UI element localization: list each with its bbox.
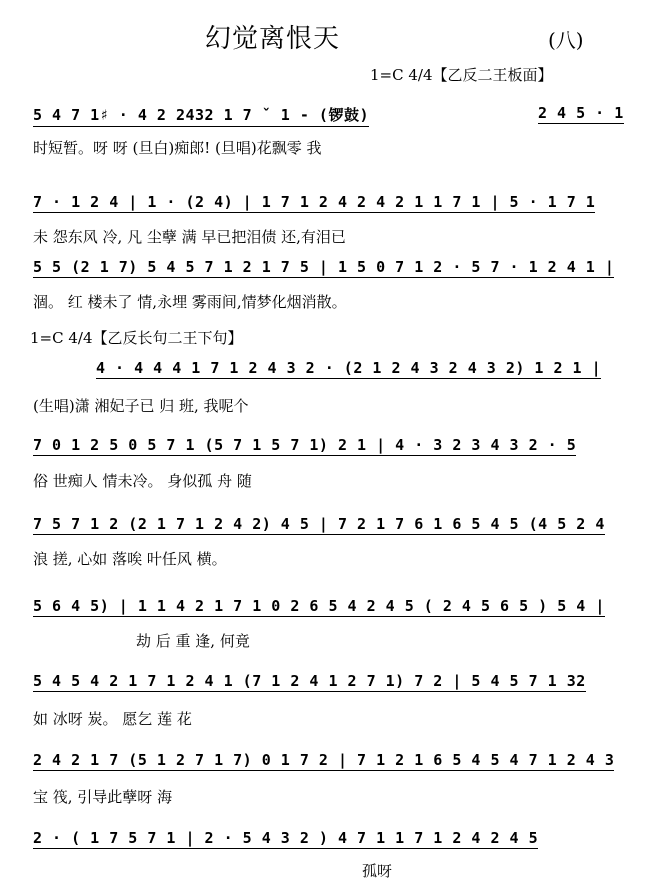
notation-line: 7 0 1 2 5 0 5 7 1 (5 7 1 5 7 1) 2 1 | 4 · 3 2 3 4 3 2 · 5 (33, 436, 577, 454)
notation-line: 5 6 4 5) | 1 1 4 2 1 7 1 0 2 6 5 4 2 4 5 ( 2 4 5 6 5 ) 5 4 | (33, 597, 605, 615)
notation-line: 5 5 (2 1 7) 5 4 5 7 1 2 1 7 5 | 1 5 0 7 1 2 · 5 7 · 1 2 4 1 | (33, 258, 615, 276)
part-number: (八) (548, 28, 584, 52)
lyrics-line: 孤呀 (362, 862, 393, 880)
notation-line: 2 4 5 · 1 (538, 104, 624, 122)
notation-line: 7 · 1 2 4 | 1 · (2 4) | 1 7 1 2 4 2 4 2 1 1 7 1 | 5 · 1 7 1 (33, 193, 596, 211)
notation-line: 7 5 7 1 2 (2 1 7 1 2 4 2) 4 5 | 7 2 1 7 6 1 6 5 4 5 (4 5 2 4 (33, 515, 605, 533)
lyrics-line: (生唱)潇 湘妃子已 归 班, 我呢个 (33, 397, 249, 415)
notation-line: 2 4 2 1 7 (5 1 2 7 1 7) 0 1 7 2 | 7 1 2 1 6 5 4 5 4 7 1 2 4 3 (33, 751, 615, 769)
lyrics-line: 劫 后 重 逢, 何竟 (136, 632, 250, 650)
lyrics-line: 浪 搓, 心如 落唉 叶任风 横。 (33, 550, 227, 568)
lyrics-line: 俗 世痴人 情未冷。 身似孤 舟 随 (33, 472, 252, 490)
key-tempo-header: 1=C 4/4【乙反二王板面】 (370, 66, 553, 84)
lyrics-line: 时短暂。呀 呀 (旦白)痴郎! (旦唱)花飘零 我 (33, 139, 322, 157)
notation-line: 5 4 5 4 2 1 7 1 2 4 1 (7 1 2 4 1 2 7 1) 7 2 | 5 4 5 7 1 32 (33, 672, 586, 690)
lyrics-line: 未 怨东风 冷, 凡 尘孽 满 早已把泪债 还,有泪已 (33, 228, 346, 246)
lyrics-line: 如 冰呀 炭。 愿乞 莲 花 (33, 710, 192, 728)
lyrics-line: 涸。 红 楼未了 情,永埋 雾雨间,情梦化烟消散。 (33, 293, 347, 311)
notation-line: 2 · ( 1 7 5 7 1 | 2 · 5 4 3 2 ) 4 7 1 1 7 1 2 4 2 4 5 (33, 829, 539, 847)
notation-line: 5 4 7 1♯ · 4 2 2432 1 7 ˇ 1 - (锣鼓) (33, 104, 369, 127)
lyrics-line: 宝 筏, 引导此孽呀 海 (33, 788, 173, 806)
notation-line: 4 · 4 4 4 1 7 1 2 4 3 2 · (2 1 2 4 3 2 4 3 2) 1 2 1 | (96, 359, 602, 377)
page-title: 幻觉离恨天 (205, 24, 341, 54)
section-header: 1=C 4/4【乙反长句二王下句】 (30, 329, 243, 347)
